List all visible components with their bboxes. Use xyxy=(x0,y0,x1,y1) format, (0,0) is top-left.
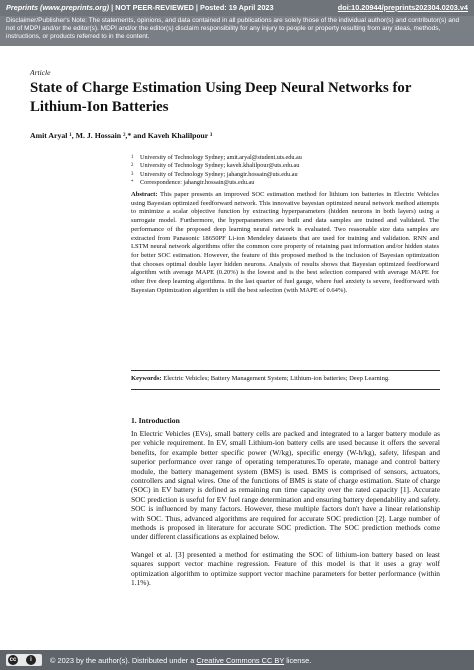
preprint-status-bar xyxy=(0,0,474,16)
abstract xyxy=(131,191,439,295)
abstract-label: Abstract: xyxy=(131,191,158,198)
article-type: Article xyxy=(30,68,51,77)
doi-link[interactable]: doi:10.20944/preprints202304.0203.v4 xyxy=(337,3,468,12)
abstract-text: This paper presents an improved SOC estimation method for lithium ion batteries in Electric Vehicles using Bayesian optimized feedforward network. This innovative bayesian optimized neural network method attempts to minimize a scalar objective function by extracting hyperparameters (hidden neurons in both layers) using a surrogate model. Furthermore, the hyperparameters are built and data samples are trained and validated. The performance of the proposed deep learning neural network is evaluated. Two reasonable size data samples are extracted from Panasonic 18650PF Li-ion Mendeley datasets that are used for training and validation. RNN and LSTM neural network algorithms offer the common core property of retaining past information and/or hidden states for better SOC estimation. However, the feature of this proposed method is the inclusion of Bayesian optimization that chooses optimal double layer hidden neurons. Analysis of results shows that Bayesian optimized feedforward algorithm with average MAPE (0.20%) is the lowest and is the best selection compared with average MAPE for other five deep learning algorithms. In the last quarter of fuel gauge, where fuel anxiety is severe, feedforward with Bayesian Optimization algorithm is still the best selection (with MAPE of 0.64%). xyxy=(131,191,439,294)
peer-review-status: | NOT PEER-REVIEWED | Posted: 19 April 2023 xyxy=(111,3,274,12)
preprints-link[interactable]: Preprints (www.preprints.org) xyxy=(6,3,110,12)
keywords-rule-bottom xyxy=(131,389,440,390)
publisher-disclaimer: Disclaimer/Publisher's Note: The statements, opinions, and data contained in all publications are solely those of the individual author(s) and contributor(s) and not of MDPI and/or the editor(s). MDPI and/or the editor(s) disclaim responsibility for any injury to people or property resulting from any ideas, methods, instructions, or products referred to in the content. xyxy=(6,17,460,41)
intro-paragraph: Wangel et al. [3] presented a method for estimating the SOC of lithium-ion battery based on least squares support vector machine regression. Feature of this model is that it uses a gray wolf optimization algorithm to optimize support vector machine parameters for better performance (within 1.1%). xyxy=(131,550,440,588)
affiliation-item: 2 University of Technology Sydney; kaveh.khalilpour@uts.edu.au xyxy=(131,162,300,170)
keywords-label: Keywords: xyxy=(131,375,162,382)
keywords xyxy=(131,375,439,384)
preprint-header-band xyxy=(0,0,474,46)
license-link[interactable]: Creative Commons CC BY xyxy=(196,656,285,665)
affiliation-item: 3 University of Technology Sydney; jahangir.hossain@uts.edu.au xyxy=(131,170,298,178)
section-heading: 1. Introduction xyxy=(131,416,180,425)
keywords-rule-top xyxy=(131,370,440,371)
copyright-text: © 2023 by the author(s). Distributed under a xyxy=(50,656,195,665)
intro-paragraph: In Electric Vehicles (EVs), small battery cells are packed and integrated to a larger battery module as per vehicle requirement. In EV, small Lithium-ion battery cells are used because it offers the several benefits, for example better specific power (W/kg), specific energy (W-h/kg), safety, lifespan and superior performance over range of operating temperatures.To operate, manage and control battery module, the battery management system (BMS) is used. BMS is comprised of sensors, actuators, controllers and signal wires. One of the functions of BMS is state of charge estimation. State of charge (SOC) in EV battery is defined as remaining run time capacity over the rated capacity [1]. Accurate SOC prediction is useful for EV fuel range determination and ensuring battery dependability and safety. SOC is influenced by many factors. However, these multiple factors don't have a linear relationship with SOC. Thus, advanced algorithms are required for accurate SOC prediction [2]. Large number of methods is proposed in literature for accurate SOC prediction. The SOC prediction methods come under different classifications as explained below. xyxy=(131,429,440,542)
license-footer xyxy=(0,650,474,670)
affiliation-item: 1 University of Technology Sydney; amit.aryal@student.uts.edu.au xyxy=(131,154,302,161)
author-list: Amit Aryal ¹, M. J. Hossain ²,* and Kaveh Khalilpour ³ xyxy=(30,131,213,140)
paper-title: State of Charge Estimation Using Deep Neural Networks for Lithium-Ion Batteries xyxy=(30,80,412,115)
cc-icon: cc xyxy=(9,657,17,663)
cc-by-license-icon[interactable] xyxy=(6,654,42,666)
license-suffix: license. xyxy=(286,656,312,665)
person-icon: i xyxy=(26,655,36,665)
correspondence-item: * Correspondence: jahangir.hossain@uts.edu.au xyxy=(131,178,255,186)
affiliations xyxy=(131,154,302,187)
keywords-text: Electric Vehicles; Battery Management System; Lithium-ion batteries; Deep Learning. xyxy=(163,375,390,382)
